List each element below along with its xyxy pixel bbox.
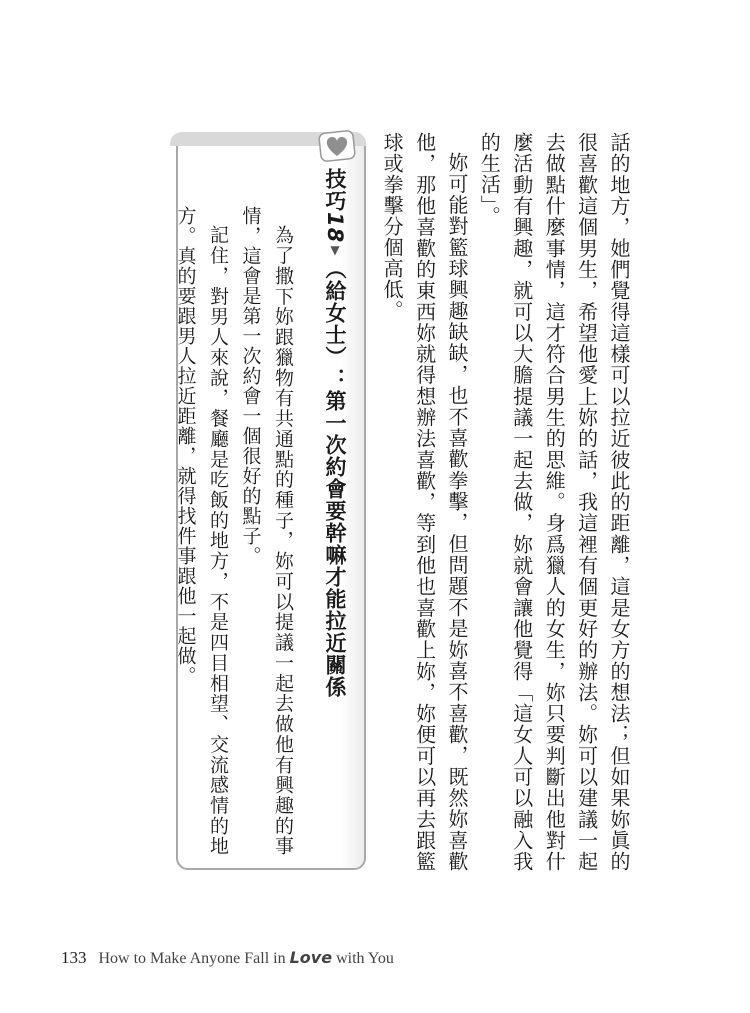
page-number: 133 bbox=[61, 948, 87, 967]
footer-text-after: with You bbox=[336, 950, 394, 967]
tip-paragraph-1: 為了撒下妳跟獵物有共通點的種子，妳可以提議一起去做他有興趣的事情，這會是第一次約會一個很好的點子。 bbox=[239, 206, 294, 856]
tip-title-text: （給女士）：第一次約會要幹嘛才能拉近關係 bbox=[323, 258, 347, 699]
main-paragraph-2: 妳可能對籃球興趣缺缺，也不喜歡拳擊，但問題不是妳喜不喜歡，既然妳喜歡他，那他喜歡的東西妳就得想辦法喜歡，等到他也喜歡上妳，妳便可以再去跟籃球或拳擊分個高低。 bbox=[380, 132, 469, 872]
main-body-text bbox=[376, 132, 635, 872]
tip-title bbox=[318, 168, 352, 858]
triangle-down-icon: ▼ bbox=[328, 243, 342, 259]
heart-icon bbox=[316, 128, 360, 164]
tip-body-text bbox=[169, 206, 299, 856]
tip-number: 18 bbox=[323, 212, 347, 244]
page-footer bbox=[61, 948, 394, 968]
main-paragraph-1: 話的地方，她們覺得這樣可以拉近彼此的距離，這是女方的想法；但如果妳眞的很喜歡這個男生，希望他愛上妳的話，我這裡有個更好的辦法。妳可以建議一起去做點什麼事情，這才符合男生的思維。身爲獵人的女生，妳只要判斷出他對什麼活動有興趣，就可以大膽提議一起去做，妳就會讓他覺得「這女人可以融入我的生活」。 bbox=[477, 132, 631, 872]
tip-label: 技巧 bbox=[323, 168, 347, 212]
footer-text-before: How to Make Anyone Fall in bbox=[98, 950, 286, 967]
tip-paragraph-2: 記住，對男人來說，餐廳是吃飯的地方，不是四目相望、交流感情的地方。真的要跟男人拉近距離，就得找件事跟他一起做。 bbox=[174, 206, 229, 856]
footer-love-word: Love bbox=[289, 948, 333, 967]
